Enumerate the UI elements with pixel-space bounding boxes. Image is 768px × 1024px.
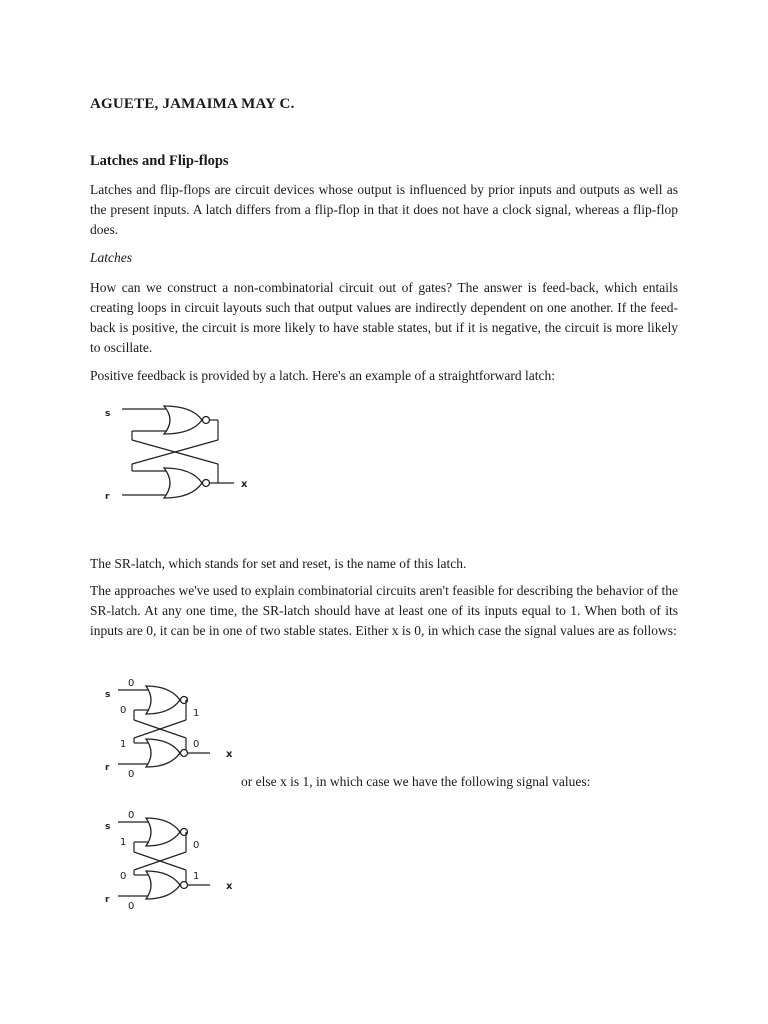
top-output-value: 1 xyxy=(193,708,200,719)
section-title: Latches and Flip-flops xyxy=(90,153,229,169)
bottom-feedback-value: 0 xyxy=(120,871,127,882)
top-nor-gate xyxy=(164,406,202,434)
feedback-paragraph: How can we construct a non-combinatorial circuit out of gates? The answer is feed-back, which entails creating loops in circuit layouts such that output values are indirectly dependent on one another. If the feed-back is positive, the circuit is more likely to have stable states, but if it is negative, the circuit is more likely to oscillate. xyxy=(90,280,678,355)
bottom-nor-gate xyxy=(146,871,180,899)
bottom-nor-gate xyxy=(146,739,180,767)
sr-latch-name-paragraph: The SR-latch, which stands for set and reset, is the name of this latch. xyxy=(90,556,467,571)
approaches-paragraph: The approaches we've used to explain combinatorial circuits aren't feasible for describing the behavior of the SR-latch. At any one time, the SR-latch should have at least one of its inputs equal to 1. When both of its inputs are 0, it can be in one of two stable states. Either x is 0, in which case the signal values are as follows: xyxy=(90,583,678,638)
r-signal-value: 0 xyxy=(128,901,135,912)
bottom-output-value: 1 xyxy=(193,871,200,882)
r-input-label: r xyxy=(105,895,110,905)
r-input-label: r xyxy=(105,492,110,502)
s-signal-value: 0 xyxy=(128,810,135,821)
s-input-label: s xyxy=(105,409,111,419)
bottom-feedback-value: 1 xyxy=(120,739,127,750)
bottom-gate-bubble xyxy=(181,750,188,757)
latches-subheading: Latches xyxy=(90,250,132,265)
bottom-nor-gate xyxy=(164,468,202,498)
author-name: AGUETE, JAMAIMA MAY C. xyxy=(90,96,295,112)
x-output-label: x xyxy=(226,881,233,892)
s-input-label: s xyxy=(105,690,111,700)
bottom-gate-bubble xyxy=(181,882,188,889)
s-input-label: s xyxy=(105,822,111,832)
positive-feedback-paragraph: Positive feedback is provided by a latch. Here's an example of a straightforward latch: xyxy=(90,368,556,383)
bottom-gate-bubble xyxy=(203,480,210,487)
top-feedback-value: 0 xyxy=(120,705,127,716)
r-signal-value: 0 xyxy=(128,769,135,780)
x-output-label: x xyxy=(241,479,248,490)
sr-latch-state-x0-diagram xyxy=(100,676,250,780)
sr-latch-state-x1-diagram xyxy=(100,808,250,912)
bottom-output-value: 0 xyxy=(193,739,200,750)
or-else-text: or else x is 1, in which case we have the following signal values: xyxy=(241,774,591,789)
top-nor-gate xyxy=(146,686,180,714)
top-feedback-value: 1 xyxy=(120,837,127,848)
sr-latch-diagram xyxy=(100,398,270,508)
top-nor-gate xyxy=(146,818,180,846)
x-output-label: x xyxy=(226,749,233,760)
r-input-label: r xyxy=(105,763,110,773)
s-signal-value: 0 xyxy=(128,678,135,689)
top-gate-bubble xyxy=(203,417,210,424)
top-output-value: 0 xyxy=(193,840,200,851)
intro-paragraph: Latches and flip-flops are circuit devices whose output is influenced by prior inputs and outputs as well as the present inputs. A latch differs from a flip-flop in that it does not have a clock signal, whereas a flip-flop does. xyxy=(90,182,678,237)
